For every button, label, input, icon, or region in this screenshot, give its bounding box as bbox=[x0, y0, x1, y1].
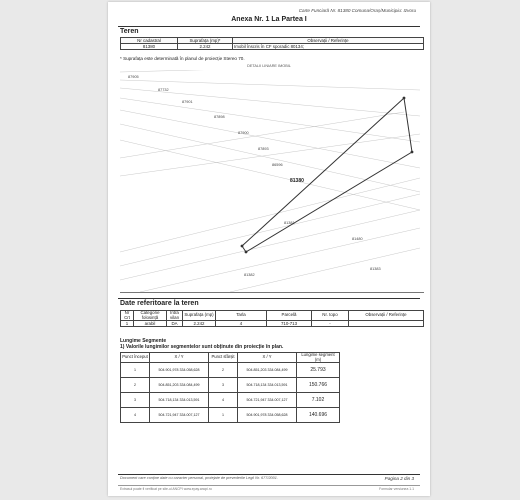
date-referitoare-title: Date referitoare la teren bbox=[120, 300, 199, 307]
col-suprafata: Suprafața (mp) bbox=[183, 311, 216, 321]
teren-title: Teren bbox=[120, 28, 139, 35]
teren-row bbox=[121, 44, 424, 50]
neighbor-label: 87732 bbox=[158, 88, 169, 92]
col-parcela: Parcelă bbox=[267, 311, 312, 321]
neighbor-label: 86596 bbox=[272, 163, 283, 167]
vertex-point bbox=[411, 151, 414, 154]
cell-xy-end: 504.721,947 334.007,127 bbox=[238, 393, 297, 408]
cell-xy-end: 504.901,978 334.058,628 bbox=[238, 408, 297, 423]
neighbor-lines bbox=[120, 70, 420, 292]
col-nr-topo: Nr. topo bbox=[312, 311, 349, 321]
cell-length: 25.793 bbox=[297, 363, 340, 378]
col-suprafata: Suprafața (mp)* bbox=[178, 38, 233, 44]
cell-end: 4 bbox=[209, 393, 238, 408]
neighbor-label: 81480 bbox=[352, 237, 363, 241]
col-nr-crt: Nr Crt bbox=[121, 311, 134, 321]
cell-categorie: arabil bbox=[134, 321, 167, 327]
col-observatii: Observații / Referințe bbox=[349, 311, 424, 321]
neighbor-label: 87905 bbox=[128, 75, 139, 79]
section-rule bbox=[118, 298, 420, 299]
suprafata-note: * Suprafața este determinată în planul de proiecție Stereo 70. bbox=[120, 56, 245, 61]
neighbor-line bbox=[120, 98, 420, 142]
vertex-point bbox=[403, 97, 406, 100]
cell-end: 3 bbox=[209, 378, 238, 393]
footer-disclaimer: Document care conține date cu caracter personal, protejate de prevederile Legii Nr. 677/2001. bbox=[120, 476, 278, 480]
teren-table bbox=[120, 37, 424, 50]
carte-funciara-header: Carte Funciară Nr. 81380 Comuna/Oraș/Municipiu: Izvoru bbox=[298, 8, 416, 13]
cell-start: 1 bbox=[121, 363, 150, 378]
footer-rule bbox=[118, 474, 420, 475]
cell-xy-start: 504.901,978 334.058,628 bbox=[150, 363, 209, 378]
cell-nr-crt: 1 bbox=[121, 321, 134, 327]
header-rule bbox=[118, 26, 420, 27]
vertex-point bbox=[245, 251, 248, 254]
col-punct-inceput: Punct început bbox=[121, 353, 150, 363]
neighbor-line bbox=[120, 178, 420, 252]
segment-row bbox=[121, 393, 340, 408]
cell-length: 140.696 bbox=[297, 408, 340, 423]
cell-nr-topo: - bbox=[312, 321, 349, 327]
cell-observatii: Imobil înscris în CF sporadic 80134; bbox=[233, 44, 424, 50]
neighbor-line bbox=[120, 134, 420, 176]
date-referitoare-table bbox=[120, 310, 424, 327]
neighbor-label: 87893 bbox=[258, 147, 269, 151]
neighbor-label: 87898 bbox=[214, 115, 225, 119]
cell-xy-start: 504.851,203 334.084,499 bbox=[150, 378, 209, 393]
cell-suprafata: 2.242 bbox=[178, 44, 233, 50]
date-header-row bbox=[121, 311, 424, 321]
col-tarla: Tarla bbox=[216, 311, 267, 321]
vertex-point bbox=[241, 245, 244, 248]
col-lungime: Lungime segment (m) bbox=[297, 353, 340, 363]
cell-xy-start: 504.718,134 334.013,591 bbox=[150, 393, 209, 408]
neighbor-label: 81382 bbox=[244, 273, 255, 277]
cell-xy-end: 504.718,134 334.013,591 bbox=[238, 378, 297, 393]
neighbor-line bbox=[120, 140, 420, 210]
col-intravilan: Intra vilan bbox=[167, 311, 183, 321]
col-observatii: Observații / Referințe bbox=[233, 38, 424, 44]
page-number: Pagina 2 din 3 bbox=[384, 476, 414, 481]
lungime-segmente-subtitle: 1) Valorile lungimilor segmentelor sunt obținute din proiecție în plan. bbox=[120, 344, 284, 350]
neighbor-label: 81381 bbox=[284, 221, 295, 225]
neighbor-label: 87901 bbox=[182, 100, 193, 104]
lungime-segmente-title: Lungime Segmente bbox=[120, 338, 167, 344]
cell-intravilan: DA bbox=[167, 321, 183, 327]
cell-start: 2 bbox=[121, 378, 150, 393]
parcel-label: 81380 bbox=[290, 178, 304, 184]
neighbor-line bbox=[140, 228, 420, 292]
cell-xy-start: 504.721,947 334.007,127 bbox=[150, 408, 209, 423]
segments-table bbox=[120, 352, 340, 423]
cadastral-plan bbox=[120, 70, 420, 292]
neighbor-line bbox=[120, 194, 420, 266]
cell-length: 7.102 bbox=[297, 393, 340, 408]
document-page bbox=[108, 2, 430, 496]
neighbor-line bbox=[120, 124, 420, 192]
neighbor-label: 87900 bbox=[238, 131, 249, 135]
cell-nr-cadastral: 81380 bbox=[121, 44, 178, 50]
col-xy-end: X / Y bbox=[238, 353, 297, 363]
neighbor-label: 81383 bbox=[370, 267, 381, 271]
segment-row bbox=[121, 378, 340, 393]
col-nr-cadastral: Nr cadastral bbox=[121, 38, 178, 44]
cell-length: 150.766 bbox=[297, 378, 340, 393]
cell-start: 3 bbox=[121, 393, 150, 408]
cell-end: 1 bbox=[209, 408, 238, 423]
cell-parcela: 710-713 bbox=[267, 321, 312, 327]
neighbor-line bbox=[230, 248, 420, 292]
footer-rule-2 bbox=[118, 485, 420, 486]
neighbor-line bbox=[120, 110, 420, 168]
segment-row bbox=[121, 408, 340, 423]
neighbor-line bbox=[120, 88, 420, 116]
cell-xy-end: 504.851,203 334.084,499 bbox=[238, 363, 297, 378]
detalii-liniare-label: DETALII LINIARE IMOBIL bbox=[247, 64, 291, 68]
cell-observatii bbox=[349, 321, 424, 327]
date-row bbox=[121, 321, 424, 327]
col-xy-start: X / Y bbox=[150, 353, 209, 363]
parcel-polygon bbox=[242, 98, 412, 252]
parcel-vertices bbox=[241, 97, 414, 254]
segment-row bbox=[121, 363, 340, 378]
cell-end: 2 bbox=[209, 363, 238, 378]
neighbor-line bbox=[120, 70, 420, 72]
footer-form-code: Formular versiunea 1.1 bbox=[379, 487, 414, 491]
col-categorie: Categorie folosință bbox=[134, 311, 167, 321]
anexa-title: Anexa Nr. 1 La Partea I bbox=[231, 16, 307, 23]
footer-source: Extrasul poate fi verificat pe site-ul ANCPI www.epay.ancpi.ro bbox=[120, 487, 212, 491]
col-punct-sfarsit: Punct sfârșit bbox=[209, 353, 238, 363]
cell-start: 4 bbox=[121, 408, 150, 423]
cell-suprafata: 2.242 bbox=[183, 321, 216, 327]
cell-tarla: 4 bbox=[216, 321, 267, 327]
segments-header-row bbox=[121, 353, 340, 363]
